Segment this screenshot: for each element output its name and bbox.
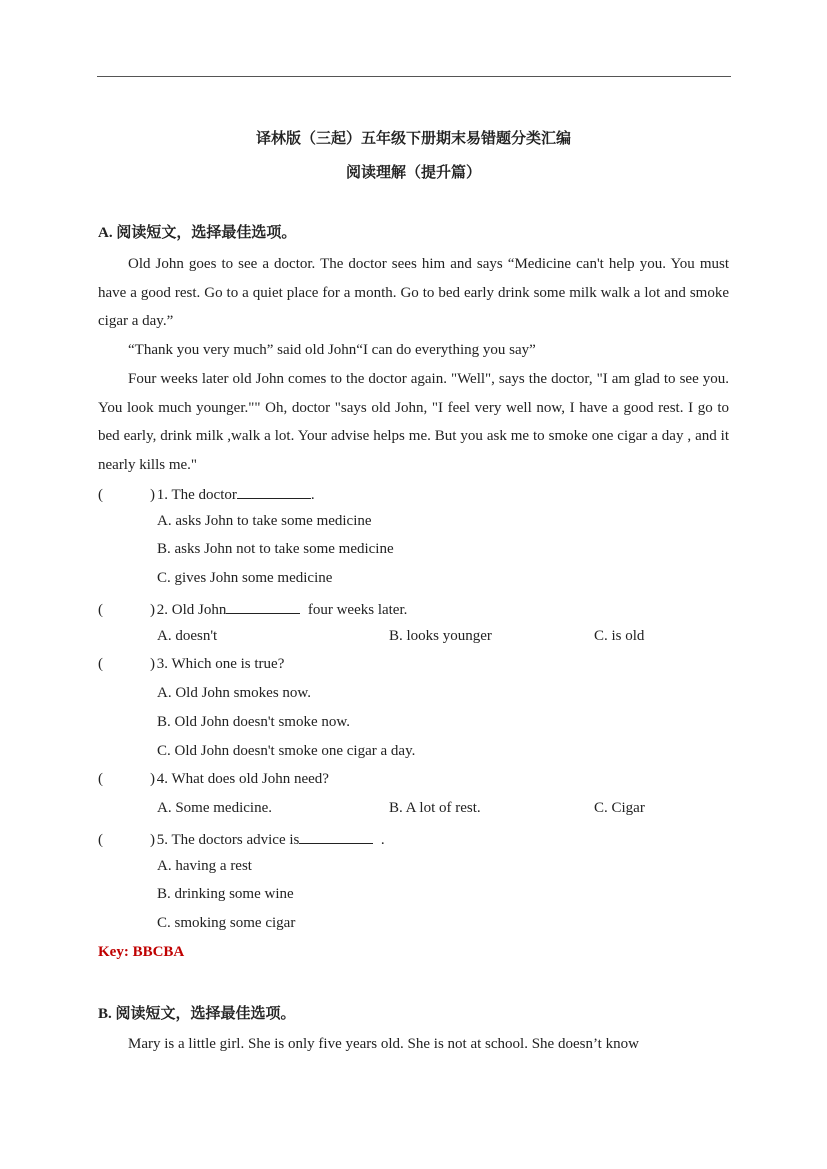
answer-paren[interactable]: ( ) bbox=[98, 602, 155, 618]
question-2: ( ) 2. Old John four weeks later. bbox=[98, 599, 407, 619]
answer-paren[interactable]: ( ) bbox=[98, 771, 155, 787]
question-4 bbox=[98, 771, 329, 788]
option-a[interactable]: A. having a rest bbox=[157, 858, 252, 874]
question-text: 3. Which one is true? bbox=[156, 656, 285, 672]
option-b[interactable]: B. asks John not to take some medicine bbox=[157, 541, 394, 557]
option-c[interactable]: C. smoking some cigar bbox=[157, 915, 296, 931]
option-a[interactable]: A. Some medicine. bbox=[157, 800, 272, 816]
answer-paren[interactable]: ( ) bbox=[98, 487, 155, 503]
option-c[interactable]: C. gives John some medicine bbox=[157, 570, 333, 586]
option-a[interactable]: A. asks John to take some medicine bbox=[157, 513, 372, 529]
passage-paragraph: Four weeks later old John comes to the doctor again. "Well", says the doctor, "I am glad to see you. You look much younger."" Oh, doctor "says old John, "I feel very well now, I have a good rest. I go to bed early, drink milk ,walk a lot. Your advise helps me. But you ask me to smoke one cigar a day , and it nearly kills me." bbox=[98, 371, 729, 474]
question-3 bbox=[98, 656, 284, 673]
document-subtitle: 阅读理解（提升篇） bbox=[345, 165, 481, 181]
option-b[interactable]: B. A lot of rest. bbox=[389, 800, 481, 816]
passage-paragraph: Old John goes to see a doctor. The doctor sees him and says “Medicine can't help you. You must have a good rest. Go to a quiet place for a month. Go to bed early drink some milk walk a lot and smoke cigar a day.” bbox=[98, 256, 729, 330]
option-b[interactable]: B. looks younger bbox=[389, 628, 492, 644]
question-text: 4. What does old John need? bbox=[156, 771, 329, 787]
question-5: ( ) 5. The doctors advice is . bbox=[98, 829, 385, 849]
section-b-heading: B. 阅读短文，选择最佳选项。 bbox=[98, 1006, 296, 1022]
option-c[interactable]: C. is old bbox=[594, 628, 645, 644]
answer-blank[interactable] bbox=[237, 484, 311, 499]
option-c[interactable]: C. Cigar bbox=[594, 800, 645, 816]
question-text: 2. Old John bbox=[156, 602, 227, 618]
passage-paragraph: Mary is a little girl. She is only five years old. She is not at school. She doesn’t know bbox=[128, 1036, 639, 1052]
option-a[interactable]: A. doesn't bbox=[157, 628, 218, 644]
answer-key: Key: BBCBA bbox=[98, 944, 185, 960]
question-1: ( ) 1. The doctor . bbox=[98, 484, 315, 504]
question-text: 1. The doctor bbox=[156, 487, 237, 503]
option-b[interactable]: B. drinking some wine bbox=[157, 886, 294, 902]
header-rule bbox=[97, 76, 731, 77]
answer-paren[interactable]: ( ) bbox=[98, 656, 155, 672]
answer-blank[interactable] bbox=[299, 829, 373, 844]
option-c[interactable]: C. Old John doesn't smoke one cigar a day. bbox=[157, 743, 416, 759]
answer-paren[interactable]: ( ) bbox=[98, 832, 155, 848]
answer-blank[interactable] bbox=[226, 599, 300, 614]
document-title: 译林版（三起）五年级下册期末易错题分类汇编 bbox=[255, 131, 571, 147]
section-a-heading: A. 阅读短文，选择最佳选项。 bbox=[98, 225, 297, 241]
question-text: 5. The doctors advice is bbox=[156, 832, 300, 848]
option-a[interactable]: A. Old John smokes now. bbox=[157, 685, 312, 701]
passage-paragraph: “Thank you very much” said old John“I can do everything you say” bbox=[128, 342, 536, 358]
option-b[interactable]: B. Old John doesn't smoke now. bbox=[157, 714, 350, 730]
